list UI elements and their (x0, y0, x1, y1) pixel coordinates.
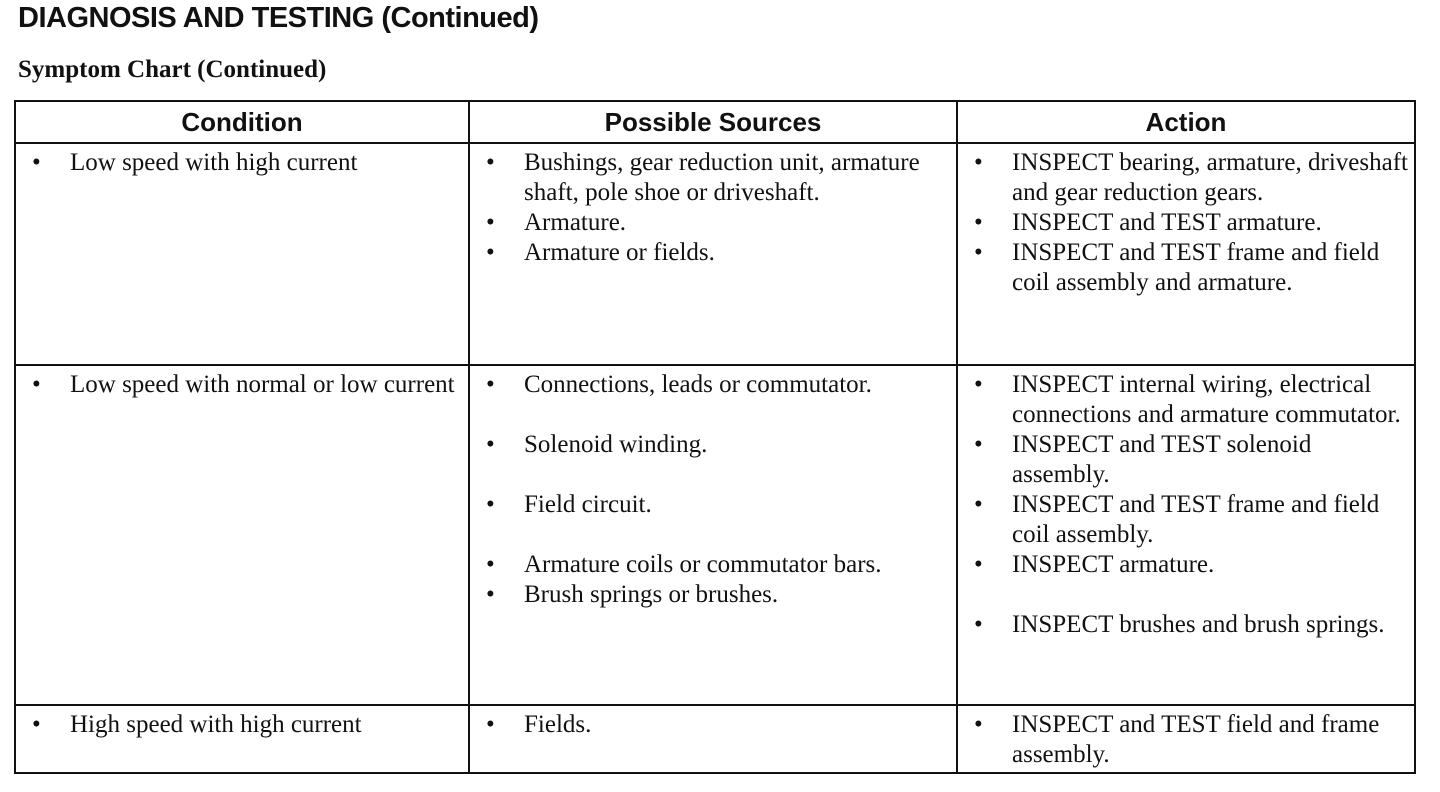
list-item: • Low speed with normal or low current (32, 371, 455, 398)
list-item: • INSPECT internal wiring, electrical connections and armature commutator. (974, 371, 1401, 428)
bullet-icon: • (974, 149, 983, 176)
list-item: • INSPECT brushes and brush springs. (974, 611, 1385, 638)
list-item: • High speed with high current (32, 711, 362, 738)
list-item: • Connections, leads or commutator. (486, 371, 872, 398)
bullet-icon: • (486, 371, 495, 398)
table-row (15, 143, 1415, 365)
symptom-chart-table (14, 100, 1416, 774)
actions-cell (957, 143, 1415, 365)
list-item: • INSPECT and TEST armature. (974, 209, 1322, 236)
table-row (15, 365, 1415, 705)
list-item: • INSPECT bearing, armature, driveshaft and gear reduction gears. (974, 149, 1408, 206)
list-item: • Low speed with high current (32, 149, 358, 176)
list-item: • Fields. (486, 711, 592, 738)
bullet-icon: • (486, 431, 495, 458)
bullet-icon: • (974, 551, 983, 578)
condition-cell (15, 143, 469, 365)
bullet-icon: • (974, 431, 983, 458)
bullet-icon: • (486, 491, 495, 518)
bullet-icon: • (974, 371, 983, 398)
bullet-icon: • (32, 149, 41, 176)
list-item: • Armature. (486, 209, 627, 236)
bullet-icon: • (974, 209, 983, 236)
column-header-action: Action (957, 101, 1415, 143)
condition-cell (15, 365, 469, 705)
list-item: • Brush springs or brushes. (486, 581, 779, 608)
table-header-row (15, 101, 1415, 143)
list-item: • INSPECT armature. (974, 551, 1215, 578)
bullet-icon: • (32, 711, 41, 738)
sources-cell (469, 365, 957, 705)
sources-cell (469, 705, 957, 773)
column-header-possible-sources: Possible Sources (469, 101, 957, 143)
list-item: • INSPECT and TEST frame and field coil assembly. (974, 491, 1380, 548)
list-item: • INSPECT and TEST field and frame assembly. (974, 711, 1380, 768)
actions-cell (957, 705, 1415, 773)
bullet-icon: • (32, 371, 41, 398)
actions-cell (957, 365, 1415, 705)
bullet-icon: • (486, 551, 495, 578)
condition-cell (15, 705, 469, 773)
list-item: • INSPECT and TEST frame and field coil assembly and armature. (974, 239, 1380, 296)
chart-subtitle: Symptom Chart (Continued) (18, 56, 327, 83)
list-item: • Field circuit. (486, 491, 652, 518)
bullet-icon: • (486, 149, 495, 176)
bullet-icon: • (974, 611, 983, 638)
list-item: • Bushings, gear reduction unit, armature shaft, pole shoe or driveshaft. (486, 149, 920, 206)
list-item: • INSPECT and TEST solenoid assembly. (974, 431, 1312, 488)
column-header-condition: Condition (15, 101, 469, 143)
sources-cell (469, 143, 957, 365)
bullet-icon: • (974, 491, 983, 518)
bullet-icon: • (974, 239, 983, 266)
bullet-icon: • (486, 581, 495, 608)
bullet-icon: • (486, 239, 495, 266)
bullet-icon: • (486, 209, 495, 236)
list-item: • Armature or fields. (486, 239, 715, 266)
page-title: DIAGNOSIS AND TESTING (Continued) (18, 2, 539, 34)
list-item: • Armature coils or commutator bars. (486, 551, 882, 578)
bullet-icon: • (974, 711, 983, 738)
table-row (15, 705, 1415, 773)
bullet-icon: • (486, 711, 495, 738)
list-item: • Solenoid winding. (486, 431, 708, 458)
